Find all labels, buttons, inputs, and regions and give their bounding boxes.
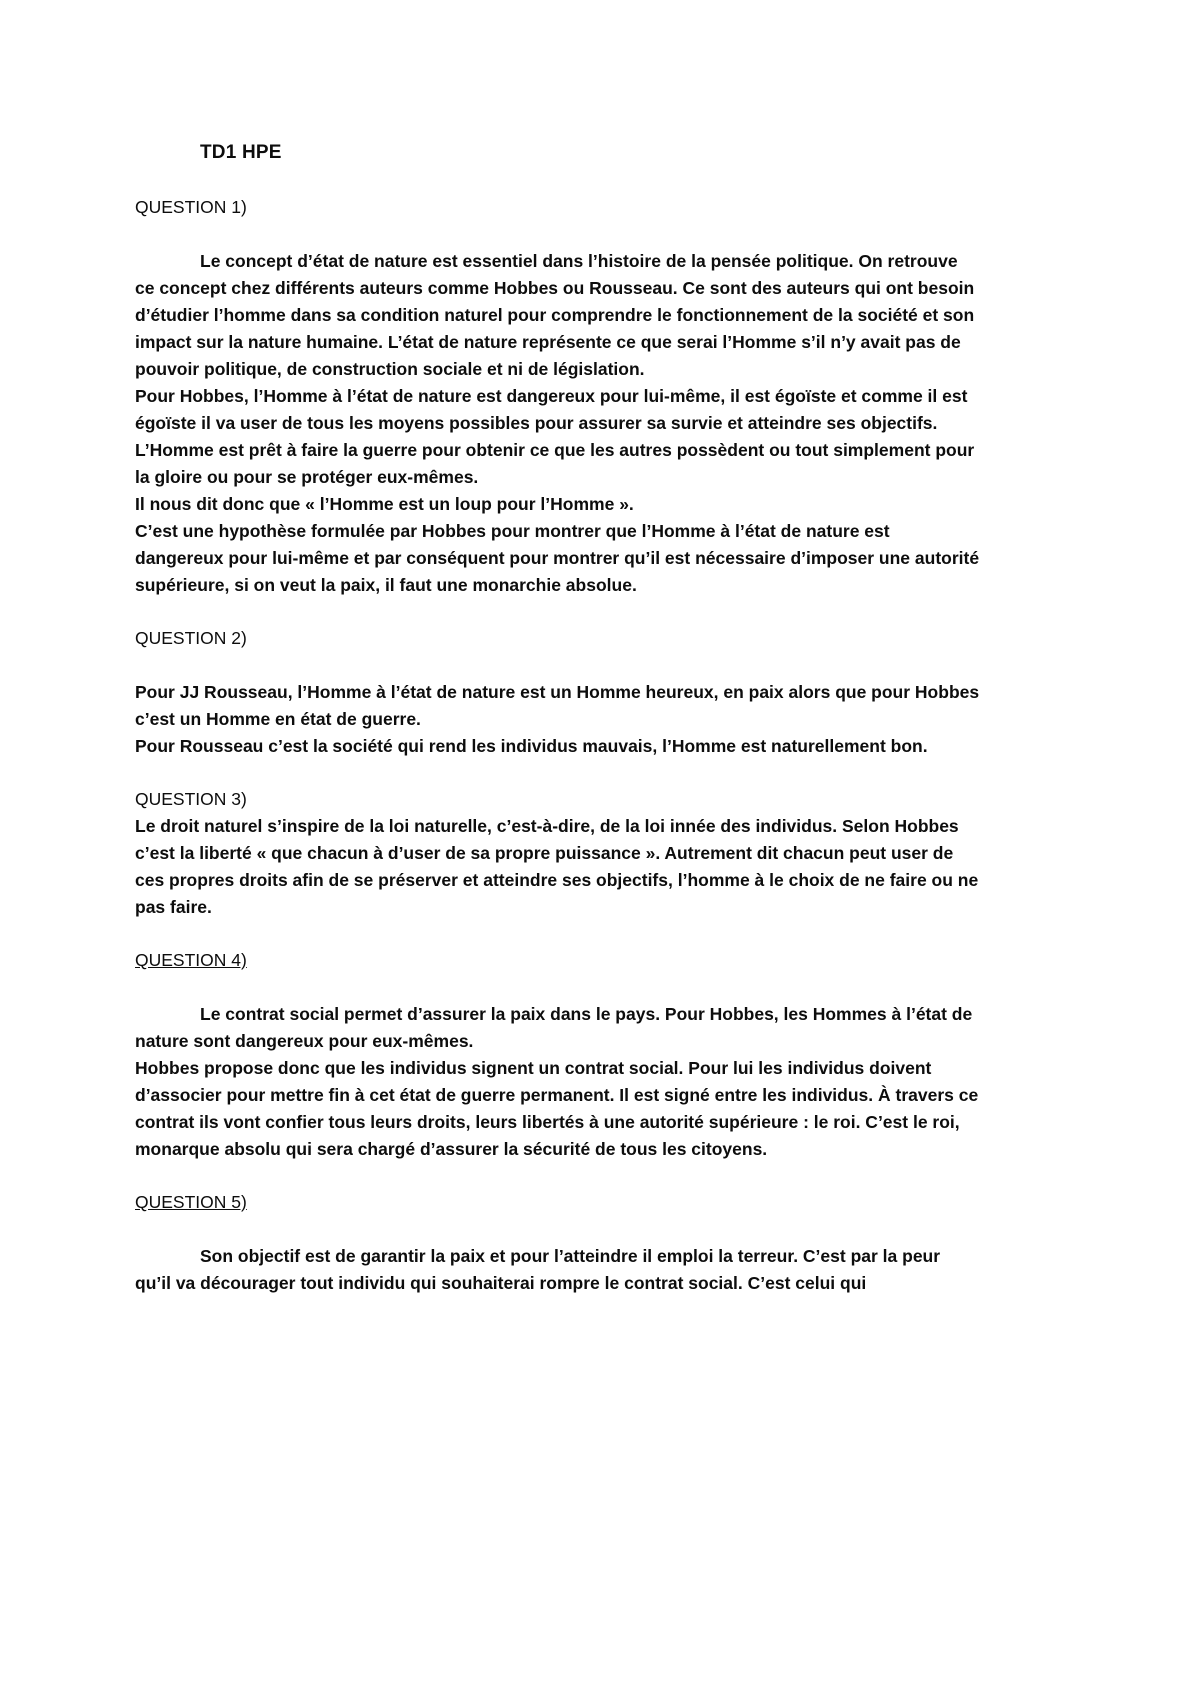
paragraph: Pour JJ Rousseau, l’Homme à l’état de nature est un Homme heureux, en paix alors que pour Hobbes c’est un Homme en état de guerre. — [135, 682, 980, 729]
paragraph: Son objectif est de garantir la paix et pour l’atteindre il emploi la terreur. C’est par la peur qu’il va décourager tout individu qui souhaiterai rompre le contrat social. C’est celui qui — [135, 1246, 941, 1293]
paragraph: Hobbes propose donc que les individus signent un contrat social. Pour lui les individus doivent d’associer pour mettre fin à cet état de guerre permanent. Il est signé entre les individus. À travers ce contrat ils vont confier tous leurs droits, leurs libertés à une autorité supérieure : le roi. C’est le roi, monarque absolu qui sera chargé d’assurer la sécurité de tous les citoyens. — [135, 1058, 979, 1159]
paragraph: C’est une hypothèse formulée par Hobbes pour montrer que l’Homme à l’état de nature est dangereux pour lui-même et par conséquent pour montrer qu’il est nécessaire d’imposer une autorité supérieure, si on veut la paix, il faut une monarchie absolue. — [135, 521, 980, 595]
question-section — [135, 1189, 980, 1297]
question-heading: QUESTION 3) — [135, 789, 247, 809]
question-heading: QUESTION 2) — [135, 628, 247, 648]
question-section — [135, 947, 980, 1163]
question-section — [135, 625, 980, 760]
paragraph: Le droit naturel s’inspire de la loi naturelle, c’est-à-dire, de la loi innée des individus. Selon Hobbes c’est la liberté « que chacun à d’user de sa propre puissance ». Autrement dit chacun peut user de ces propres droits afin de se préserver et atteindre ses objectifs, l’homme à le choix de ne faire ou ne pas faire. — [135, 816, 979, 917]
question-heading: QUESTION 1) — [135, 197, 247, 217]
paragraph: Pour Hobbes, l’Homme à l’état de nature est dangereux pour lui-même, il est égoïste et comme il est égoïste il va user de tous les moyens possibles pour assurer sa survie et atteindre ses objectifs. L’Homme est prêt à faire la guerre pour obtenir ce que les autres possèdent ou tout simplement pour la gloire ou pour se protéger eux-mêmes. — [135, 386, 975, 487]
question-section — [135, 786, 980, 921]
question-section — [135, 194, 980, 599]
document-body — [135, 194, 980, 1297]
paragraph: Le contrat social permet d’assurer la paix dans le pays. Pour Hobbes, les Hommes à l’état de nature sont dangereux pour eux-mêmes. — [135, 1004, 973, 1051]
question-heading: QUESTION 4) — [135, 950, 247, 970]
paragraph: Le concept d’état de nature est essentiel dans l’histoire de la pensée politique. On retrouve ce concept chez différents auteurs comme Hobbes ou Rousseau. Ce sont des auteurs qui ont besoin d’étudier l’homme dans sa condition naturel pour comprendre le fonctionnement de la société et son impact sur la nature humaine. L’état de nature représente ce que serai l’Homme s’il n’y avait pas de pouvoir politique, de construction sociale et ni de législation. — [135, 251, 975, 379]
paragraph: Il nous dit donc que « l’Homme est un loup pour l’Homme ». — [135, 494, 634, 514]
paragraph: Pour Rousseau c’est la société qui rend les individus mauvais, l’Homme est naturellement bon. — [135, 736, 928, 756]
document-title: TD1 HPE — [200, 142, 282, 163]
question-heading: QUESTION 5) — [135, 1192, 247, 1212]
